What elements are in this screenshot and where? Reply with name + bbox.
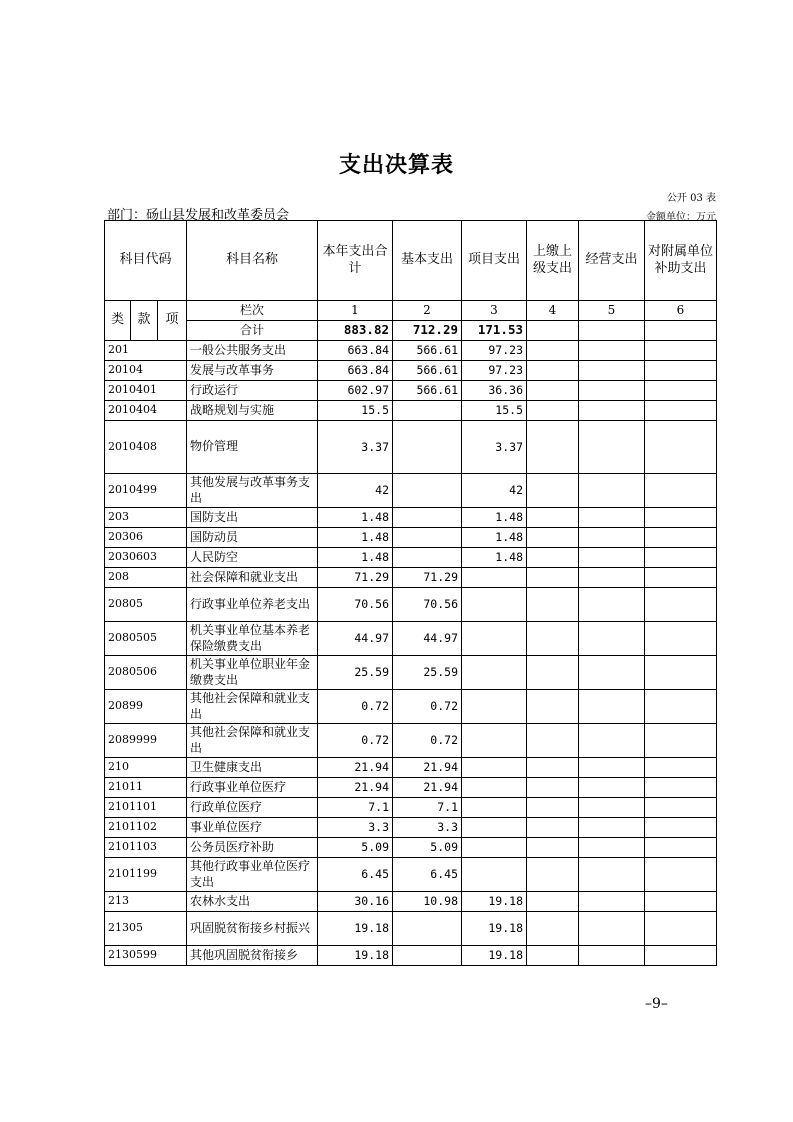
row-total: 44.97 — [318, 622, 393, 656]
row-subsidiary — [645, 421, 717, 474]
row-business — [579, 421, 645, 474]
row-total: 602.97 — [318, 381, 393, 401]
row-name: 人民防空 — [187, 548, 318, 568]
row-business — [579, 690, 645, 724]
row-code: 2030603 — [105, 548, 187, 568]
row-subsidiary — [645, 474, 717, 508]
header-business: 经营支出 — [579, 221, 645, 301]
row-total: 1.48 — [318, 548, 393, 568]
row-project — [462, 818, 527, 838]
lanci-label: 栏次 — [187, 301, 318, 321]
row-upper — [527, 778, 579, 798]
row-business — [579, 341, 645, 361]
row-basic — [393, 912, 462, 946]
table-row — [105, 401, 717, 421]
row-basic: 0.72 — [393, 724, 462, 758]
row-subsidiary — [645, 381, 717, 401]
header-upper: 上缴上级支出 — [527, 221, 579, 301]
row-total: 71.29 — [318, 568, 393, 588]
row-project: 1.48 — [462, 548, 527, 568]
row-project — [462, 568, 527, 588]
header-kuan: 款 — [131, 301, 158, 341]
row-project: 42 — [462, 474, 527, 508]
row-total: 5.09 — [318, 838, 393, 858]
row-basic — [393, 946, 462, 966]
row-total: 1.48 — [318, 528, 393, 548]
sum-label: 合计 — [187, 321, 318, 341]
row-name: 其他社会保障和就业支出 — [187, 690, 318, 724]
row-code: 2101199 — [105, 858, 187, 892]
row-total: 19.18 — [318, 946, 393, 966]
row-business — [579, 401, 645, 421]
row-basic: 71.29 — [393, 568, 462, 588]
row-business — [579, 381, 645, 401]
row-name: 其他行政事业单位医疗支出 — [187, 858, 318, 892]
row-upper — [527, 421, 579, 474]
row-total: 3.3 — [318, 818, 393, 838]
row-upper — [527, 588, 579, 622]
table-row — [105, 421, 717, 474]
row-upper — [527, 838, 579, 858]
row-basic — [393, 421, 462, 474]
row-business — [579, 528, 645, 548]
row-total: 3.37 — [318, 421, 393, 474]
row-code: 210 — [105, 758, 187, 778]
row-business — [579, 724, 645, 758]
row-code: 2130599 — [105, 946, 187, 966]
row-basic: 21.94 — [393, 778, 462, 798]
row-project — [462, 588, 527, 622]
table-row — [105, 858, 717, 892]
row-subsidiary — [645, 508, 717, 528]
row-name: 卫生健康支出 — [187, 758, 318, 778]
row-upper — [527, 361, 579, 381]
table-row — [105, 381, 717, 401]
row-business — [579, 758, 645, 778]
row-project — [462, 858, 527, 892]
row-subsidiary — [645, 758, 717, 778]
sum-basic: 712.29 — [393, 321, 462, 341]
row-code: 2010408 — [105, 421, 187, 474]
header-subsidiary: 对附属单位补助支出 — [645, 221, 717, 301]
row-code: 20104 — [105, 361, 187, 381]
table-row — [105, 361, 717, 381]
row-basic: 566.61 — [393, 381, 462, 401]
row-subsidiary — [645, 528, 717, 548]
row-total: 21.94 — [318, 778, 393, 798]
row-business — [579, 568, 645, 588]
table-row — [105, 622, 717, 656]
row-project: 19.18 — [462, 946, 527, 966]
row-name: 事业单位医疗 — [187, 818, 318, 838]
row-subsidiary — [645, 838, 717, 858]
row-name: 行政事业单位医疗 — [187, 778, 318, 798]
table-row — [105, 724, 717, 758]
row-upper — [527, 798, 579, 818]
row-project — [462, 622, 527, 656]
row-basic — [393, 474, 462, 508]
table-row — [105, 758, 717, 778]
row-name: 行政运行 — [187, 381, 318, 401]
row-code: 20306 — [105, 528, 187, 548]
row-project: 97.23 — [462, 361, 527, 381]
row-total: 6.45 — [318, 858, 393, 892]
row-name: 机关事业单位基本养老保险缴费支出 — [187, 622, 318, 656]
header-lei: 类 — [105, 301, 131, 341]
header-total: 本年支出合计 — [318, 221, 393, 301]
row-subsidiary — [645, 858, 717, 892]
row-subsidiary — [645, 341, 717, 361]
row-total: 1.48 — [318, 508, 393, 528]
row-basic: 70.56 — [393, 588, 462, 622]
row-name: 机关事业单位职业年金缴费支出 — [187, 656, 318, 690]
row-basic: 6.45 — [393, 858, 462, 892]
sum-subsidiary — [645, 321, 717, 341]
table-row — [105, 778, 717, 798]
row-basic: 566.61 — [393, 341, 462, 361]
row-business — [579, 588, 645, 622]
row-code: 21011 — [105, 778, 187, 798]
row-upper — [527, 508, 579, 528]
row-basic: 7.1 — [393, 798, 462, 818]
header-project: 项目支出 — [462, 221, 527, 301]
row-upper — [527, 622, 579, 656]
row-project — [462, 838, 527, 858]
header-code: 科目代码 — [105, 221, 187, 301]
header-xiang: 项 — [158, 301, 187, 341]
row-basic — [393, 528, 462, 548]
row-code: 2010404 — [105, 401, 187, 421]
row-upper — [527, 758, 579, 778]
row-total: 19.18 — [318, 912, 393, 946]
table-row — [105, 528, 717, 548]
row-subsidiary — [645, 401, 717, 421]
row-basic — [393, 548, 462, 568]
row-basic: 3.3 — [393, 818, 462, 838]
col-index-3: 3 — [462, 301, 527, 321]
row-upper — [527, 892, 579, 912]
row-subsidiary — [645, 892, 717, 912]
row-upper — [527, 656, 579, 690]
row-name: 国防支出 — [187, 508, 318, 528]
row-code: 201 — [105, 341, 187, 361]
table-row — [105, 946, 717, 966]
row-project — [462, 656, 527, 690]
table-row — [105, 798, 717, 818]
row-subsidiary — [645, 912, 717, 946]
row-project — [462, 778, 527, 798]
col-index-1: 1 — [318, 301, 393, 321]
row-code: 2101101 — [105, 798, 187, 818]
table-row — [105, 912, 717, 946]
row-code: 2080506 — [105, 656, 187, 690]
row-total: 663.84 — [318, 361, 393, 381]
row-project: 15.5 — [462, 401, 527, 421]
row-subsidiary — [645, 778, 717, 798]
row-subsidiary — [645, 818, 717, 838]
row-business — [579, 656, 645, 690]
row-upper — [527, 381, 579, 401]
row-name: 其他发展与改革事务支出 — [187, 474, 318, 508]
row-total: 42 — [318, 474, 393, 508]
form-number: 公开 03 表 — [666, 193, 716, 204]
row-basic — [393, 401, 462, 421]
row-name: 农林水支出 — [187, 892, 318, 912]
row-business — [579, 818, 645, 838]
row-total: 21.94 — [318, 758, 393, 778]
row-upper — [527, 474, 579, 508]
table-row — [105, 656, 717, 690]
row-subsidiary — [645, 656, 717, 690]
row-upper — [527, 341, 579, 361]
page-number: –9– — [645, 996, 668, 1012]
row-total: 7.1 — [318, 798, 393, 818]
row-name: 其他社会保障和就业支出 — [187, 724, 318, 758]
row-project: 19.18 — [462, 912, 527, 946]
row-name: 发展与改革事务 — [187, 361, 318, 381]
row-project — [462, 798, 527, 818]
row-code: 20805 — [105, 588, 187, 622]
row-basic: 44.97 — [393, 622, 462, 656]
row-business — [579, 838, 645, 858]
row-subsidiary — [645, 548, 717, 568]
sum-business — [579, 321, 645, 341]
row-upper — [527, 568, 579, 588]
table-row — [105, 588, 717, 622]
row-project — [462, 690, 527, 724]
row-name: 一般公共服务支出 — [187, 341, 318, 361]
row-project: 3.37 — [462, 421, 527, 474]
row-project: 97.23 — [462, 341, 527, 361]
expenditure-table — [104, 220, 717, 966]
row-total: 70.56 — [318, 588, 393, 622]
row-total: 25.59 — [318, 656, 393, 690]
row-business — [579, 508, 645, 528]
row-project — [462, 724, 527, 758]
row-project: 19.18 — [462, 892, 527, 912]
table-row — [105, 568, 717, 588]
row-upper — [527, 724, 579, 758]
row-name: 巩固脱贫衔接乡村振兴 — [187, 912, 318, 946]
amount-unit-label: 金额单位：万元 — [646, 212, 716, 223]
row-code: 2080505 — [105, 622, 187, 656]
row-subsidiary — [645, 724, 717, 758]
row-name: 社会保障和就业支出 — [187, 568, 318, 588]
row-upper — [527, 946, 579, 966]
row-upper — [527, 528, 579, 548]
row-total: 663.84 — [318, 341, 393, 361]
row-name: 战略规划与实施 — [187, 401, 318, 421]
table-row — [105, 892, 717, 912]
row-code: 208 — [105, 568, 187, 588]
header-name: 科目名称 — [187, 221, 318, 301]
row-business — [579, 858, 645, 892]
row-code: 20899 — [105, 690, 187, 724]
row-code: 2010499 — [105, 474, 187, 508]
row-subsidiary — [645, 568, 717, 588]
table-row — [105, 548, 717, 568]
row-name: 行政单位医疗 — [187, 798, 318, 818]
row-upper — [527, 858, 579, 892]
row-business — [579, 622, 645, 656]
row-business — [579, 474, 645, 508]
table-row — [105, 690, 717, 724]
row-basic: 21.94 — [393, 758, 462, 778]
header-basic: 基本支出 — [393, 221, 462, 301]
row-upper — [527, 401, 579, 421]
row-project — [462, 758, 527, 778]
row-project: 1.48 — [462, 508, 527, 528]
row-business — [579, 798, 645, 818]
sum-upper — [527, 321, 579, 341]
row-project: 36.36 — [462, 381, 527, 401]
row-subsidiary — [645, 690, 717, 724]
row-subsidiary — [645, 946, 717, 966]
department-label: 部门：砀山县发展和改革委员会 — [107, 208, 290, 223]
table-row — [105, 838, 717, 858]
row-basic: 566.61 — [393, 361, 462, 381]
col-index-4: 4 — [527, 301, 579, 321]
row-code: 21305 — [105, 912, 187, 946]
row-subsidiary — [645, 588, 717, 622]
row-business — [579, 912, 645, 946]
row-name: 物价管理 — [187, 421, 318, 474]
row-business — [579, 778, 645, 798]
col-index-5: 5 — [579, 301, 645, 321]
row-subsidiary — [645, 798, 717, 818]
row-basic: 10.98 — [393, 892, 462, 912]
row-name: 其他巩固脱贫衔接乡 — [187, 946, 318, 966]
row-name: 公务员医疗补助 — [187, 838, 318, 858]
row-project: 1.48 — [462, 528, 527, 548]
row-upper — [527, 912, 579, 946]
row-basic: 25.59 — [393, 656, 462, 690]
row-subsidiary — [645, 622, 717, 656]
row-code: 2101103 — [105, 838, 187, 858]
row-business — [579, 892, 645, 912]
sum-total: 883.82 — [318, 321, 393, 341]
row-name: 行政事业单位养老支出 — [187, 588, 318, 622]
sum-project: 171.53 — [462, 321, 527, 341]
row-total: 0.72 — [318, 690, 393, 724]
table-row — [105, 508, 717, 528]
row-basic: 5.09 — [393, 838, 462, 858]
row-subsidiary — [645, 361, 717, 381]
row-code: 2089999 — [105, 724, 187, 758]
table-row — [105, 341, 717, 361]
row-code: 203 — [105, 508, 187, 528]
row-total: 30.16 — [318, 892, 393, 912]
row-basic — [393, 508, 462, 528]
row-total: 0.72 — [318, 724, 393, 758]
col-index-2: 2 — [393, 301, 462, 321]
table-row — [105, 474, 717, 508]
row-code: 2101102 — [105, 818, 187, 838]
row-business — [579, 361, 645, 381]
row-name: 国防动员 — [187, 528, 318, 548]
row-code: 2010401 — [105, 381, 187, 401]
row-basic: 0.72 — [393, 690, 462, 724]
row-upper — [527, 548, 579, 568]
page-title: 支出决算表 — [338, 152, 454, 178]
row-upper — [527, 818, 579, 838]
row-code: 213 — [105, 892, 187, 912]
row-total: 15.5 — [318, 401, 393, 421]
table-row — [105, 818, 717, 838]
col-index-6: 6 — [645, 301, 717, 321]
row-upper — [527, 690, 579, 724]
row-business — [579, 548, 645, 568]
row-business — [579, 946, 645, 966]
